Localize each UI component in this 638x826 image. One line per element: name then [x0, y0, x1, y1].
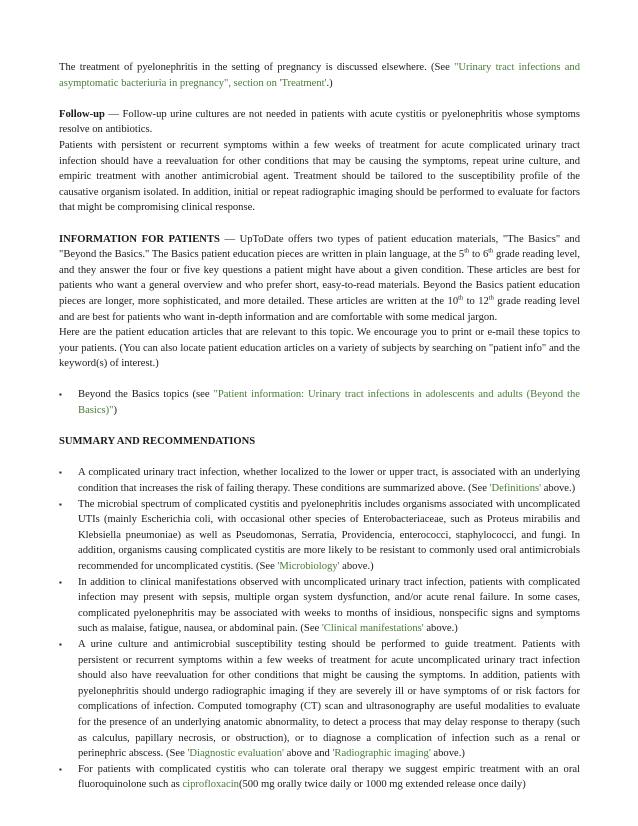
followup-paragraph [59, 107, 580, 138]
bullet-icon: ▪ [59, 390, 62, 400]
intro-text-end: .) [326, 77, 333, 89]
ordinal-sup: th [488, 247, 494, 255]
list-item-text-end: above.) [423, 623, 458, 635]
bullet-icon: ▪ [59, 639, 62, 649]
info-text: grade reading level, and they answer the four or five key questions a patient might have about a given condition. These articles are best for patients who want a general overview and who prefer short, easy-to-read materials. Beyond the Basics patient education pieces are longer, more sophisticated, and more detailed. These articles are written at the 10 [59, 249, 580, 307]
list-item [59, 497, 580, 575]
ordinal-sup: th [464, 247, 470, 255]
info-label: INFORMATION FOR PATIENTS [59, 233, 220, 245]
list-item [59, 637, 580, 762]
bullet-icon: ▪ [59, 468, 62, 478]
pregnancy-uti-link[interactable]: "Urinary tract infections and asymptomatic bacteriuria in pregnancy", section on 'Treatment' [59, 62, 580, 89]
bullet-icon: ▪ [59, 499, 62, 509]
list-item-text-end: above.) [430, 748, 465, 760]
list-item-text-end: above.) [339, 561, 374, 572]
microbiology-link[interactable]: 'Microbiology' [277, 561, 340, 572]
followup-paragraph-2: Patients with persistent or recurrent symptoms within a few weeks of treatment for acute complicated urinary tract infection should have a reevaluation for other conditions that may be causing the symptoms, repeat urine culture, and empiric treatment with another antimicrobial agent. Treatment should be tailored to the susceptibility profile of the causative organism isolated. In addition, initial or repeat radiographic imaging should be performed to evaluate for factors that might be compromising clinical response. [59, 139, 580, 214]
summary-list [59, 465, 580, 792]
list-item-text: In addition to clinical manifestations observed with uncomplicated urinary tract infection, patients with complicated infection may present with sepsis, multiple organ system dysfunction, and/or acute renal failure. In some cases, complicated pyelonephritis may be associated with weeks to months of insidious, nonspecific signs and symptoms such as malaise, fatigue, nausea, or abdominal pain. (See [78, 576, 580, 635]
ciprofloxacin-link[interactable]: ciprofloxacin [182, 779, 239, 791]
summary-heading: SUMMARY AND RECOMMENDATIONS [59, 436, 256, 448]
ordinal-sup: th [458, 294, 464, 302]
info-paragraph-2: Here are the patient education articles that are relevant to this topic. We encourage you to print or e-mail these topics to your patients. (You can also locate patient education articles on a variety of subjects by searching on "patient info" and the keyword(s) of interest.) [59, 327, 580, 370]
intro-text: The treatment of pyelonephritis in the setting of pregnancy is discussed elsewhere. (See [59, 62, 455, 73]
info-text: to 12 [463, 295, 489, 307]
clinical-manifestations-link[interactable]: 'Clinical manifestations' [321, 623, 424, 635]
list-item-text: The microbial spectrum of complicated cystitis and pyelonephritis includes organisms associated with uncomplicated UTIs (mainly Escherichia coli, with occasional other species of Enterobacteriaceae, such as Proteus mirabilis and Klebsiella pneumoniae) as well as Pseudomonas, Serratia, Providencia, enterococci, staphylococci, and fungi. In addition, organisms causing complicated cystitis are more likely to be resistant to commonly used oral antimicrobials recommended for uncomplicated cystitis. (See [78, 498, 580, 572]
definitions-link[interactable]: 'Definitions' [489, 483, 542, 495]
list-item-text: Beyond the Basics topics (see [78, 389, 214, 401]
list-item-text: A urine culture and antimicrobial susceptibility testing should be performed to guide treatment. Patients with persistent or recurrent symptoms within a few weeks of treatment for acute uncomplicated urinary tract infection should also have reevaluation for other conditions that might be causing the symptoms. In addition, patients with pyelonephritis should undergo radiographic imaging if they are severely ill or have symptoms of or risk factors for complications of infection. Computed tomography (CT) scan and ultrasonography are useful modalities to evaluate for the presence of an underlying anatomic abnormality, to detect a process that may delay response to therapy (such as calculus, papillary necrosis, or obstruction), or to diagnose a complication of infection such as a renal or perinephric abscess. (See [78, 638, 580, 760]
info-text: grade reading level and are best for patients who want in-depth information and are comfortable with some medical jargon. [59, 295, 580, 323]
list-item [59, 762, 580, 793]
beyond-basics-list [59, 387, 580, 418]
list-item-text-end: (500 mg orally twice daily or 1000 mg extended release once daily) [238, 779, 526, 791]
info-paragraph [59, 232, 580, 326]
list-item [59, 465, 580, 496]
followup-label: Follow-up [59, 108, 105, 120]
ordinal-sup: th [488, 294, 494, 302]
bullet-icon: ▪ [59, 764, 62, 774]
list-item [59, 387, 580, 418]
list-item-text-end: ) [113, 405, 118, 417]
radiographic-imaging-link[interactable]: 'Radiographic imaging' [332, 748, 431, 760]
diagnostic-evaluation-link[interactable]: 'Diagnostic evaluation' [187, 748, 284, 760]
intro-paragraph [59, 60, 580, 91]
list-item-text-end: above.) [541, 483, 576, 495]
document-page [59, 60, 580, 793]
bullet-icon: ▪ [59, 577, 62, 587]
list-item-text: For patients with complicated cystitis who can tolerate oral therapy we suggest empiric treatment with an oral fluoroquinolone such as [78, 763, 580, 791]
list-item [59, 575, 580, 637]
followup-text: — Follow-up urine cultures are not needed in patients with acute cystitis or pyelonephritis whose symptoms resolve on antibiotics. [59, 108, 580, 136]
list-item-text: A complicated urinary tract infection, whether localized to the lower or upper tract, is associated with an underlying condition that increases the risk of failing therapy. These conditions are summarized above. (See [78, 467, 580, 495]
list-item-text: above and [283, 748, 333, 760]
patient-info-link[interactable]: "Patient information: Urinary tract infections in adolescents and adults (Beyond the Basics)" [78, 389, 580, 417]
info-text: — UpToDate offers two types of patient education materials, "The Basics" and "Beyond the Basics." The Basics patient education pieces are written in plain language, at the 5 [59, 233, 580, 261]
info-text: to 6 [469, 249, 489, 261]
